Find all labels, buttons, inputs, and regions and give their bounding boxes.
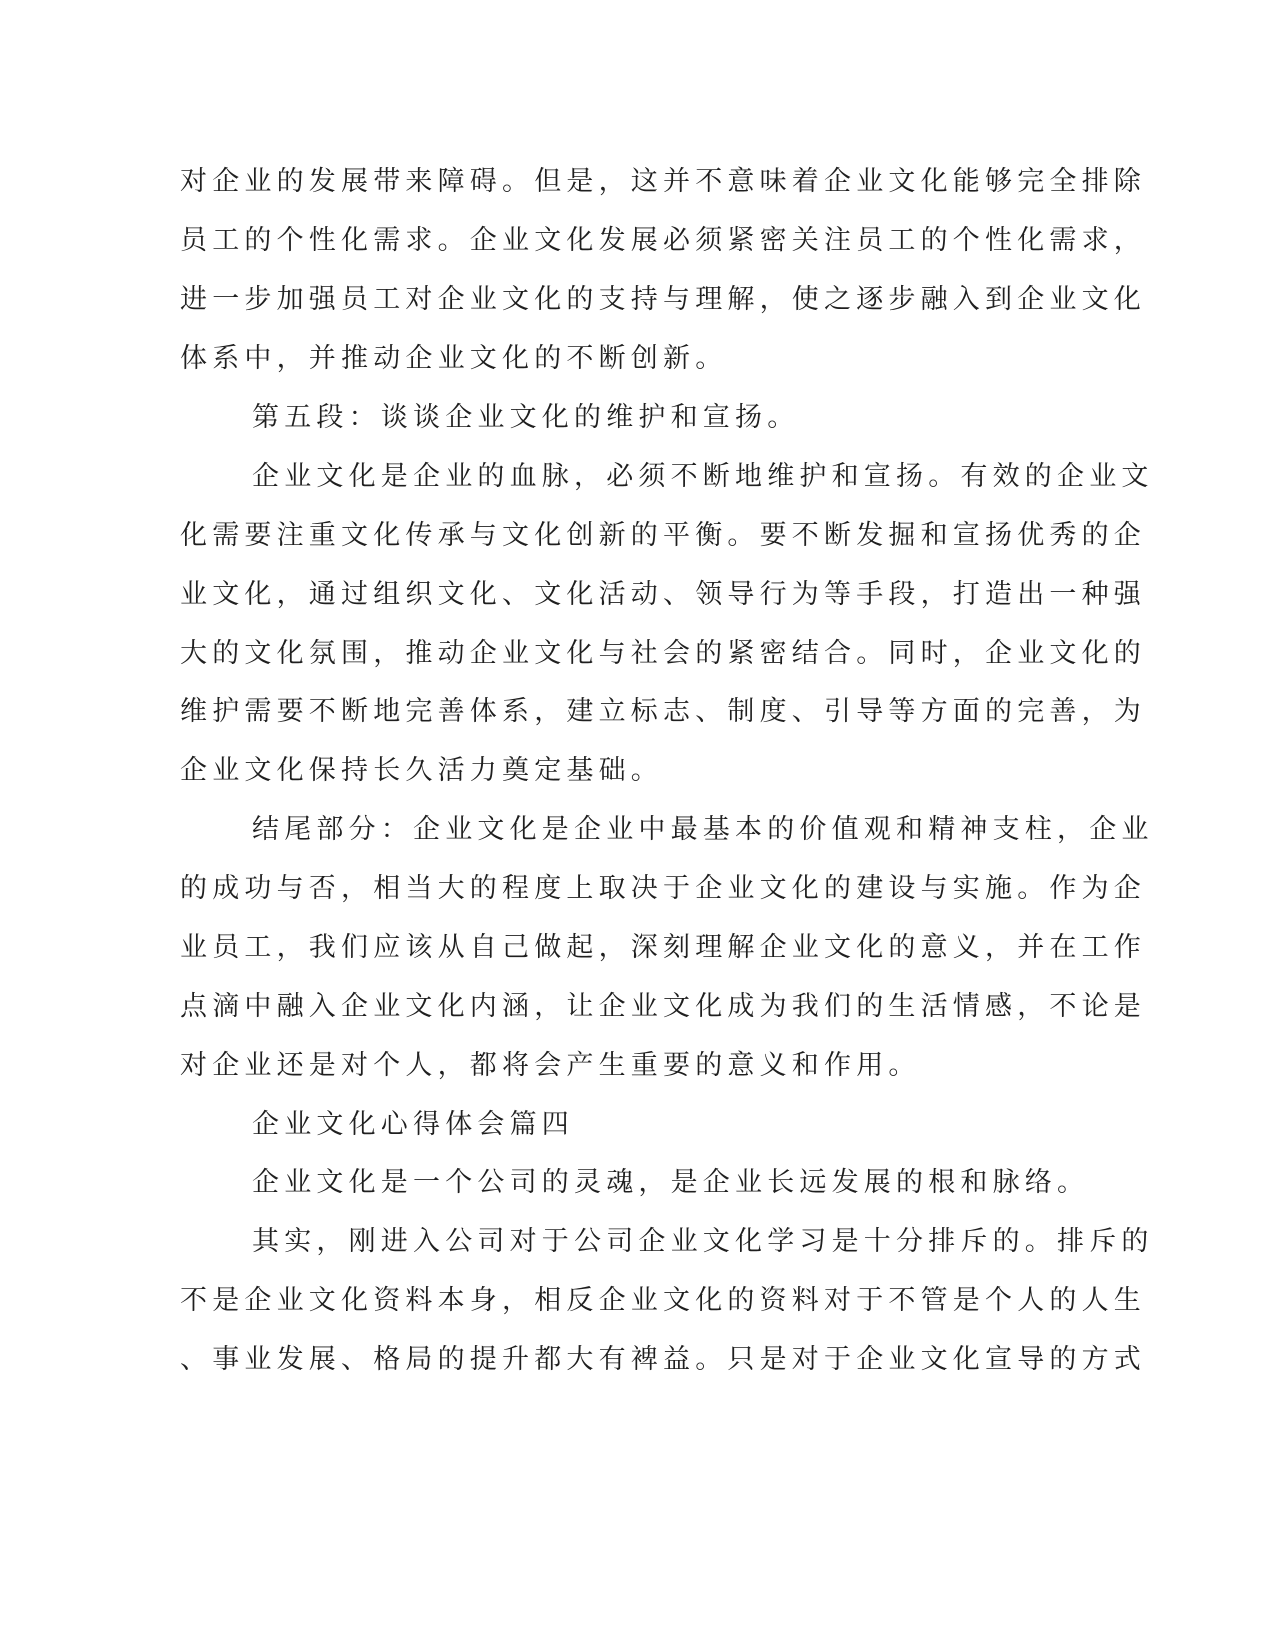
text-line-16: 对企业还是对个人，都将会产生重要的意义和作用。 — [180, 1050, 921, 1081]
text-line-4: 体系中，并推动企业文化的不断创新。 — [180, 343, 728, 374]
section-heading-5: 第五段：谈谈企业文化的维护和宣扬。 — [252, 402, 800, 433]
text-line-21: 、事业发展、格局的提升都大有裨益。只是对于企业文化宣导的方式 — [180, 1344, 1146, 1375]
text-line-19: 其实，刚进入公司对于公司企业文化学习是十分排斥的。排斥的 — [252, 1226, 1154, 1257]
text-line-7: 化需要注重文化传承与文化创新的平衡。要不断发掘和宣扬优秀的企 — [180, 520, 1146, 551]
text-line-8: 业文化，通过组织文化、文化活动、领导行为等手段，打造出一种强 — [180, 579, 1146, 610]
text-line-11: 企业文化保持长久活力奠定基础。 — [180, 755, 663, 786]
section-heading-part4: 企业文化心得体会篇四 — [252, 1109, 574, 1140]
text-line-20: 不是企业文化资料本身，相反企业文化的资料对于不管是个人的人生 — [180, 1285, 1146, 1316]
text-line-6: 企业文化是企业的血脉，必须不断地维护和宣扬。有效的企业文 — [252, 461, 1154, 492]
text-line-3: 进一步加强员工对企业文化的支持与理解，使之逐步融入到企业文化 — [180, 284, 1146, 315]
text-line-10: 维护需要不断地完善体系，建立标志、制度、引导等方面的完善，为 — [180, 696, 1146, 727]
text-line-14: 业员工，我们应该从自己做起，深刻理解企业文化的意义，并在工作 — [180, 932, 1146, 963]
text-line-2: 员工的个性化需求。企业文化发展必须紧密关注员工的个性化需求， — [180, 225, 1146, 256]
text-line-18: 企业文化是一个公司的灵魂，是企业长远发展的根和脉络。 — [252, 1167, 1090, 1198]
text-line-13: 的成功与否，相当大的程度上取决于企业文化的建设与实施。作为企 — [180, 873, 1146, 904]
text-line-9: 大的文化氛围，推动企业文化与社会的紧密结合。同时，企业文化的 — [180, 638, 1146, 669]
text-line-1: 对企业的发展带来障碍。但是，这并不意味着企业文化能够完全排除 — [180, 166, 1146, 197]
text-line-15: 点滴中融入企业文化内涵，让企业文化成为我们的生活情感，不论是 — [180, 991, 1146, 1022]
text-line-12: 结尾部分：企业文化是企业中最基本的价值观和精神支柱，企业 — [252, 814, 1154, 845]
